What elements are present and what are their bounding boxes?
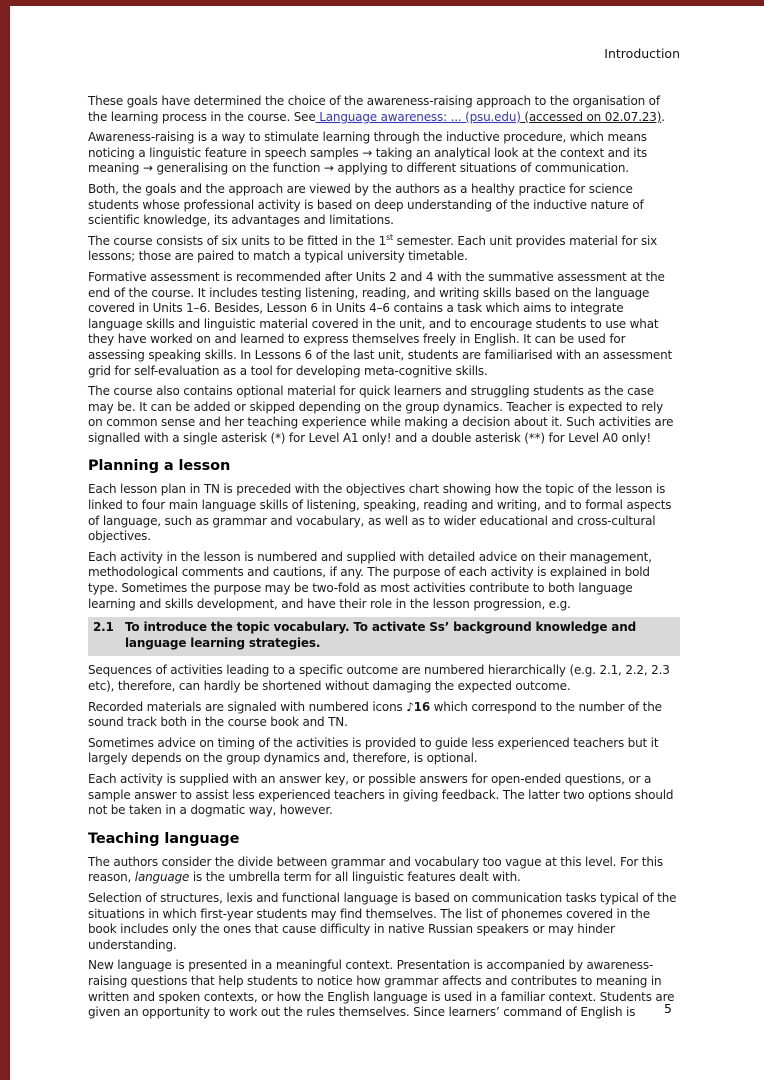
paragraph-activity-numbering: Each activity in the lesson is numbered and supplied with detailed advice on their management, methodological comments and cautions, if any. The purpose of each activity is explained in bold type. Sometimes the purpose may be two-fold as most activities contribute to both language learning and skills development, and have their role in the lesson progression, e.g. [88, 549, 652, 611]
paragraph-new-language: New language is presented in a meaningful context. Presentation is accompanied by awareness-raising questions that help students to notice how grammar affects and contributes to meaning in written and spoken contexts, or how the English language is used in a familiar context. Students are given an opportunity to work out the rules themselves. Since learners’ command of English is [88, 958, 675, 1020]
paragraph-text: is the umbrella term for all linguistic features dealt with. [189, 870, 521, 885]
paragraph-lesson-plan: Each lesson plan in TN is preceded with the objectives chart showing how the topic of the lesson is linked to four main language skills of listening, speaking, reading and writing, and to formal aspects of language, such as grammar and vocabulary, as well as to wider educational and cross-cultural objectives. [88, 482, 672, 544]
objective-highlight-block [88, 617, 680, 656]
objective-text: To introduce the topic vocabulary. To activate Ss’ background knowledge and language learning strategies. [125, 620, 636, 650]
ordinal-superscript: st [386, 232, 394, 242]
paragraph-grammar-vocabulary [88, 855, 680, 886]
language-term-italic: language [134, 870, 190, 885]
paragraph-answer-key: Each activity is supplied with an answer key, or possible answers for open-ended questions, or a sample answer to assist less experienced teachers in giving feedback. The latter two options should not be taken in a dogmatic way, however. [88, 771, 674, 818]
paragraph-text: which correspond to the number of the sound track both in the course book and TN. [88, 699, 662, 730]
paragraph-text: semester. Each unit provides material for six lessons; those are paired to match a typical university timetable. [88, 233, 658, 264]
accessed-date-text: (accessed on 02.07.23) [520, 109, 662, 124]
page-content [88, 46, 680, 1026]
paragraph-timing-advice: Sometimes advice on timing of the activities is provided to guide less experienced teachers but it largely depends on the group dynamics and, therefore, is optional. [88, 735, 659, 766]
paragraph-text: . [661, 109, 665, 124]
paragraph-text: Recorded materials are signaled with numbered icons [88, 699, 407, 714]
heading-planning-a-lesson: Planning a lesson [88, 458, 231, 475]
running-header: Introduction [604, 46, 680, 61]
objective-number: 2.1 [93, 620, 114, 635]
paragraph-formative-assessment: Formative assessment is recommended after Units 2 and 4 with the summative assessment at the end of the course. It includes testing listening, reading, and writing skills based on the language covered in Units 1–6. Besides, Lesson 6 in Units 4–6 contains a task which aims to integrate language skills and linguistic material covered in the unit, and to encourage students to use what they have worked on and learned to express themselves freely in English. It can be used for assessing speaking skills. In Lessons 6 of the last unit, students are familiarised with an assessment grid for self-evaluation as a tool for developing meta-cognitive skills. [88, 269, 673, 378]
paragraph-text: The course consists of six units to be fitted in the 1 [88, 233, 387, 248]
paragraph-goals-approach: Both, the goals and the approach are viewed by the authors as a healthy practice for science students whose professional activity is based on deep understanding of the inductive nature of scientific knowledge, its advantages and limitations. [88, 181, 644, 228]
heading-teaching-language: Teaching language [88, 830, 240, 847]
paragraph-goals [88, 94, 680, 125]
paragraph-selection-structures: Selection of structures, lexis and functional language is based on communication tasks typical of the situations in which first-year students may find themselves. The list of phonemes covered in the book includes only the ones that cause difficulty in native Russian speakers or may hinder understanding. [88, 890, 677, 952]
paragraph-awareness-raising: Awareness-raising is a way to stimulate learning through the inductive procedure, which means noticing a linguistic feature in speech samples → taking an analytical look at the context and its meaning → generalising on the function → applying to different situations of communication. [88, 130, 648, 176]
page-number: 5 [664, 1001, 672, 1016]
viewer-edge-left [0, 0, 10, 1080]
viewer-edge-top [0, 0, 764, 6]
paragraph-course-units [88, 234, 680, 265]
body-text [88, 94, 680, 1021]
paragraph-text: The authors consider the divide between grammar and vocabulary too vague at this level. For this reason, [88, 854, 663, 885]
paragraph-optional-material: The course also contains optional material for quick learners and struggling students as the case may be. It can be added or skipped depending on the group dynamics. Teacher is expected to rely on common sense and her teaching experience while making a decision about it. Such activities are signalled with a single asterisk (*) for Level A1 only! and a double asterisk (**) for Level A0 only! [88, 384, 674, 445]
language-awareness-link[interactable]: Language awareness: ... (psu.edu) [315, 109, 521, 124]
audio-track-icon: ♪16 [406, 699, 431, 714]
paragraph-recorded-materials [88, 700, 680, 731]
paragraph-text: These goals have determined the choice of the awareness-raising approach to the organisation of the learning process in the course. See [88, 94, 660, 124]
paragraph-sequences: Sequences of activities leading to a specific outcome are numbered hierarchically (e.g. 2.1, 2.2, 2.3 etc), therefore, can hardly be shortened without damaging the expected outcome. [88, 663, 670, 693]
